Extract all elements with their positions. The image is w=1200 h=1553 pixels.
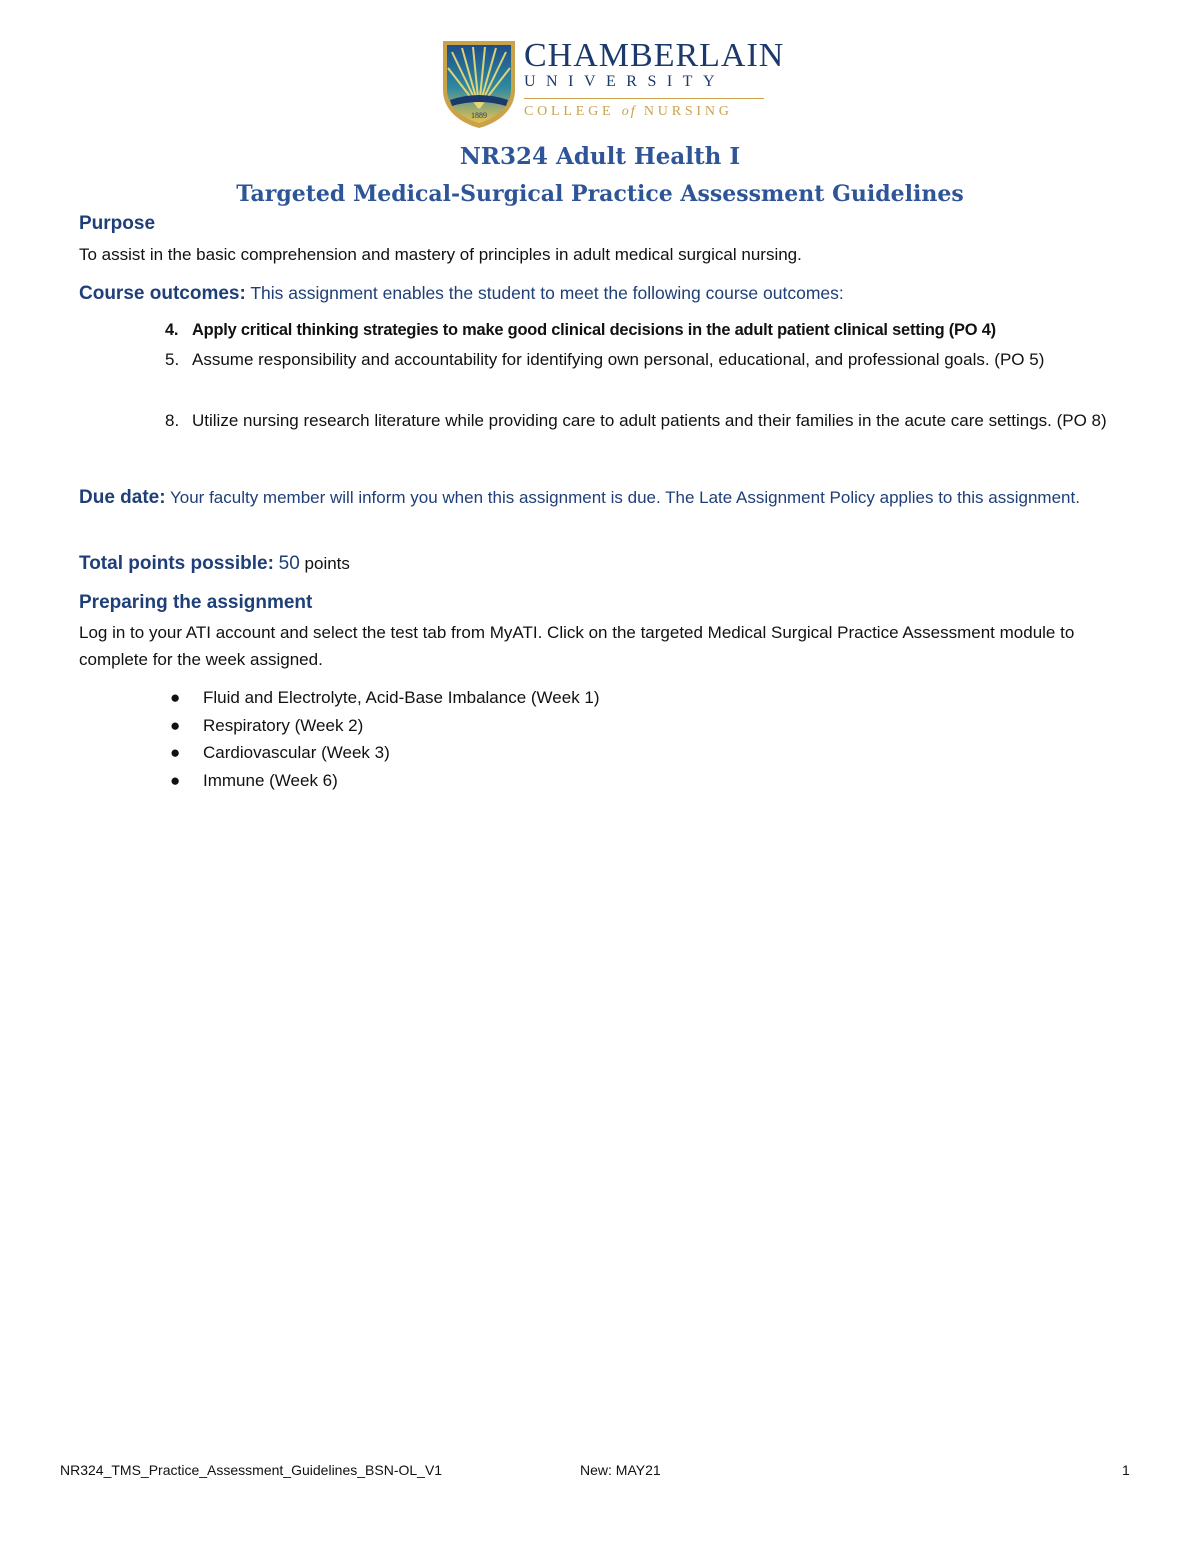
logo-university-line: UNIVERSITY [524, 73, 725, 90]
bullet-icon: ● [170, 743, 181, 762]
purpose-text: To assist in the basic comprehension and mastery of principles in adult medical surgical nursing. [79, 245, 802, 264]
outcome-text: Apply critical thinking strategies to make good clinical decisions in the adult patient clinical setting (PO 4) [192, 321, 996, 339]
document-subtitle: Targeted Medical-Surgical Practice Assessment Guidelines [236, 181, 964, 207]
bullet-icon: ● [170, 770, 181, 790]
purpose-heading: Purpose [79, 213, 156, 234]
footer-doc-id: NR324_TMS_Practice_Assessment_Guidelines_BSN-OL_V1 [60, 1462, 443, 1478]
due-date-heading: Due date: [79, 487, 166, 508]
list-item [170, 739, 600, 767]
logo-college-line [524, 104, 770, 120]
list-item [170, 712, 600, 740]
logo-college-prefix: COLLEGE [524, 104, 615, 119]
outcome-item [165, 406, 1135, 436]
outcome-item [165, 315, 1135, 345]
footer-version: New: MAY21 [580, 1462, 661, 1478]
course-title: NR324 Adult Health I [459, 143, 741, 170]
course-outcomes-intro: This assignment enables the student to meet the following course outcomes: [245, 283, 844, 303]
preparing-heading: Preparing the assignment [79, 592, 313, 613]
logo-divider [524, 98, 764, 99]
logo-college-of: of [621, 104, 637, 119]
logo-university-word: CHAMBERLAIN [524, 37, 785, 74]
list-item-text: Cardiovascular (Week 3) [203, 743, 390, 762]
bullet-icon: ● [170, 688, 181, 707]
outcome-item [165, 345, 1135, 375]
list-item [170, 767, 600, 795]
logo-college-suffix: NURSING [643, 104, 733, 119]
points-unit: points [299, 554, 350, 573]
university-shield-icon [440, 38, 518, 130]
bullet-icon: ● [170, 715, 181, 735]
due-date-text: Your faculty member will inform you when this assignment is due. The Late Assignment Policy applies to this assignment. [165, 488, 1080, 507]
preparing-text: Log in to your ATI account and select the test tab from MyATI. Click on the targeted Medical Surgical Practice Assessment module to complete for the week assigned. [79, 623, 1075, 669]
footer-page-number: 1 [1122, 1462, 1130, 1478]
due-date-paragraph [79, 484, 1109, 511]
list-item-text: Fluid and Electrolyte, Acid-Base Imbalance (Week 1) [203, 688, 600, 707]
list-item [170, 684, 600, 712]
list-item-text: Respiratory (Week 2) [203, 715, 364, 735]
course-outcomes-line [79, 280, 1139, 307]
week-topic-list [170, 684, 600, 794]
points-value: 50 [278, 553, 300, 574]
seal-year: 1889 [471, 111, 487, 120]
outcome-text: Assume responsibility and accountability for identifying own personal, educational, and professional goals. (PO 5) [192, 350, 1045, 369]
points-heading: Total points possible: [79, 553, 274, 574]
course-outcomes-heading: Course outcomes: [79, 283, 246, 304]
outcome-text: Utilize nursing research literature while providing care to adult patients and their families in the acute care settings. (PO 8) [192, 411, 1107, 430]
list-item-text: Immune (Week 6) [203, 770, 338, 790]
points-line [79, 550, 1139, 577]
chamberlain-logo [440, 37, 785, 130]
outcome-number: 4. [165, 321, 179, 339]
outcome-number: 8. [165, 411, 180, 430]
logo-wordmark [524, 37, 785, 120]
outcome-number: 5. [165, 350, 180, 369]
